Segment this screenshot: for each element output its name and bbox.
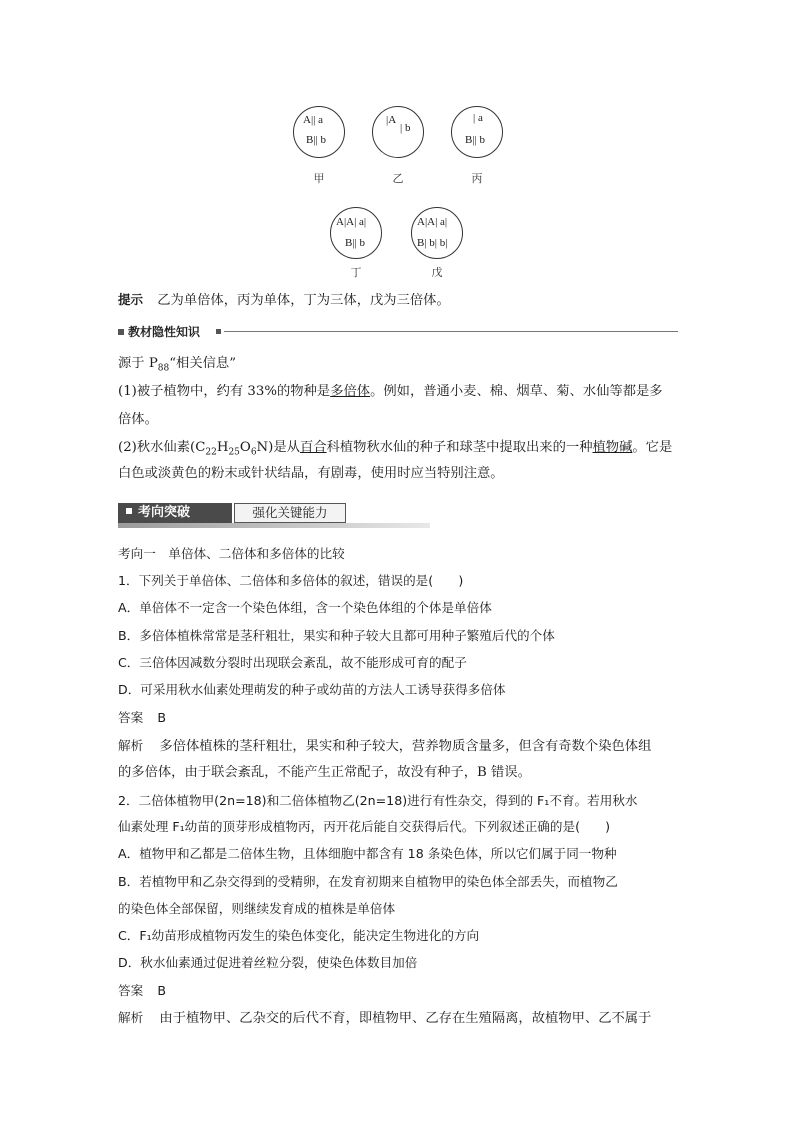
text: 。它是 xyxy=(632,440,673,455)
answer-value: B xyxy=(157,710,167,725)
analysis-text: 多倍体植株的茎秆粗壮，果实和种子较大，营养物质含量多，但含有奇数个染色体组 xyxy=(159,739,652,754)
caption-ding: 丁 xyxy=(350,266,362,279)
section-header xyxy=(118,327,678,339)
banner-light: 强化关键能力 xyxy=(234,503,346,523)
source-line xyxy=(118,354,236,379)
q2-analysis-line1 xyxy=(118,1008,651,1029)
text: 。例如，普通小麦、棉、烟草、菊、水仙等都是多 xyxy=(370,384,663,399)
divider xyxy=(224,331,678,332)
cell-row: B|| b xyxy=(306,134,326,146)
cell-ding xyxy=(330,207,382,259)
underlined-term: 植物碱 xyxy=(592,440,633,455)
q1-option-c: C．三倍体因减数分裂时出现联会紊乱，故不能形成可育的配子 xyxy=(118,655,467,670)
q1-option-d: D．可采用秋水仙素处理萌发的种子或幼苗的方法人工诱导获得多倍体 xyxy=(118,682,506,697)
banner-title: 考向突破 xyxy=(138,505,191,520)
source-page: 88 xyxy=(157,363,170,374)
text: N)是从 xyxy=(256,440,300,455)
cell-row: | b xyxy=(400,122,411,134)
q1-analysis-line1 xyxy=(118,736,651,757)
cell-row: B| b| b| xyxy=(417,237,448,249)
cell-row: | a xyxy=(473,112,483,124)
source-post: “相关信息” xyxy=(169,356,237,371)
banner-underline xyxy=(118,523,430,528)
q2-option-b-cont: 的染色体全部保留，则继续发育成的植株是单倍体 xyxy=(118,901,396,916)
subscript: 25 xyxy=(228,447,240,458)
section-banner xyxy=(118,503,430,527)
square-icon xyxy=(126,508,132,514)
cell-jia xyxy=(293,106,345,158)
cell-row: A|A| a| xyxy=(417,216,448,228)
cell-row: B|| b xyxy=(345,237,365,249)
text: (1)被子植物中，约有 33%的物种是 xyxy=(118,384,331,399)
tip-text: 乙为单倍体，丙为单体，丁为三体，戊为三倍体。 xyxy=(157,293,450,308)
q2-answer xyxy=(118,981,166,1002)
analysis-label: 解析 xyxy=(118,1010,144,1025)
text: 倍体。 xyxy=(118,412,158,427)
subscript: 6 xyxy=(250,447,257,458)
cell-row: A|A| a| xyxy=(336,216,367,228)
answer-label: 答案 xyxy=(118,710,144,725)
cell-row: A|| a xyxy=(303,114,323,126)
caption-bing: 丙 xyxy=(471,172,483,185)
q2-stem-line2: 仙素处理 F₁幼苗的顶芽形成植物丙，丙开花后能自交获得后代。下列叙述正确的是( ) xyxy=(118,819,611,834)
q1-stem: 1．下列关于单倍体、二倍体和多倍体的叙述，错误的是( ) xyxy=(118,573,464,588)
text: (2)秋水仙素(C xyxy=(118,440,206,455)
cell-wu xyxy=(411,207,463,259)
text: 白色或淡黄色的粉末或针状结晶，有剧毒，使用时应当特别注意。 xyxy=(118,466,504,481)
q2-option-c: C．F₁幼苗形成植物丙发生的染色体变化，能决定生物进化的方向 xyxy=(118,928,480,943)
q1-analysis-line2: 的多倍体，由于联会紊乱，不能产生正常配子，故没有种子，B 错误。 xyxy=(118,765,531,780)
text: O xyxy=(239,440,251,455)
square-icon xyxy=(118,329,124,335)
q2-option-b: B．若植物甲和乙杂交得到的受精卵，在发育初期来自植物甲的染色体全部丢失，而植物乙 xyxy=(118,874,618,889)
analysis-text: 由于植物甲、乙杂交的后代不育，即植物甲、乙存在生殖隔离，故植物甲、乙不属于 xyxy=(159,1011,652,1026)
answer-label: 答案 xyxy=(118,983,144,998)
tip-line xyxy=(118,290,450,311)
banner-dark xyxy=(118,503,232,523)
para1-line1 xyxy=(118,382,663,402)
q2-stem-line1: 2．二倍体植物甲(2n=18)和二倍体植物乙(2n=18)进行有性杂交，得到的 F₁不育。若用秋水 xyxy=(118,793,638,808)
cell-yi xyxy=(372,106,424,158)
square-icon xyxy=(216,329,221,334)
caption-yi: 乙 xyxy=(392,172,404,185)
cell-bing xyxy=(451,106,503,158)
q1-option-b: B．多倍体植株常常是茎秆粗壮，果实和种子较大且都可用种子繁殖后代的个体 xyxy=(118,628,555,643)
analysis-label: 解析 xyxy=(118,738,144,753)
text: H xyxy=(216,440,229,455)
q1-option-a: A．单倍体不一定含一个染色体组，含一个染色体组的个体是单倍体 xyxy=(118,600,492,615)
para2-line2 xyxy=(118,464,504,484)
para2-line1 xyxy=(118,438,672,463)
q2-option-a: A．植物甲和乙都是二倍体生物，且体细胞中都含有 18 条染色体，所以它们属于同一物种 xyxy=(118,846,617,861)
subscript: 22 xyxy=(205,447,217,458)
section-title: 教材隐性知识 xyxy=(128,325,201,339)
answer-value: B xyxy=(157,983,167,998)
caption-wu: 戊 xyxy=(431,266,443,279)
para1-line2 xyxy=(118,410,158,430)
q2-option-d: D．秋水仙素通过促进着丝粒分裂，使染色体数目加倍 xyxy=(118,955,418,970)
topic-heading: 考向一 单倍体、二倍体和多倍体的比较 xyxy=(118,546,345,561)
cell-row: B|| b xyxy=(465,134,485,146)
cell-row: |A xyxy=(386,114,397,126)
tip-label: 提示 xyxy=(118,292,144,307)
underlined-term: 百合 xyxy=(299,440,327,455)
text: 科植物秋水仙的种子和球茎中提取出来的一种 xyxy=(326,440,593,455)
underlined-term: 多倍体 xyxy=(330,384,371,399)
source-pre: 源于 P xyxy=(118,356,158,371)
q1-answer xyxy=(118,708,166,729)
caption-jia: 甲 xyxy=(313,172,325,185)
